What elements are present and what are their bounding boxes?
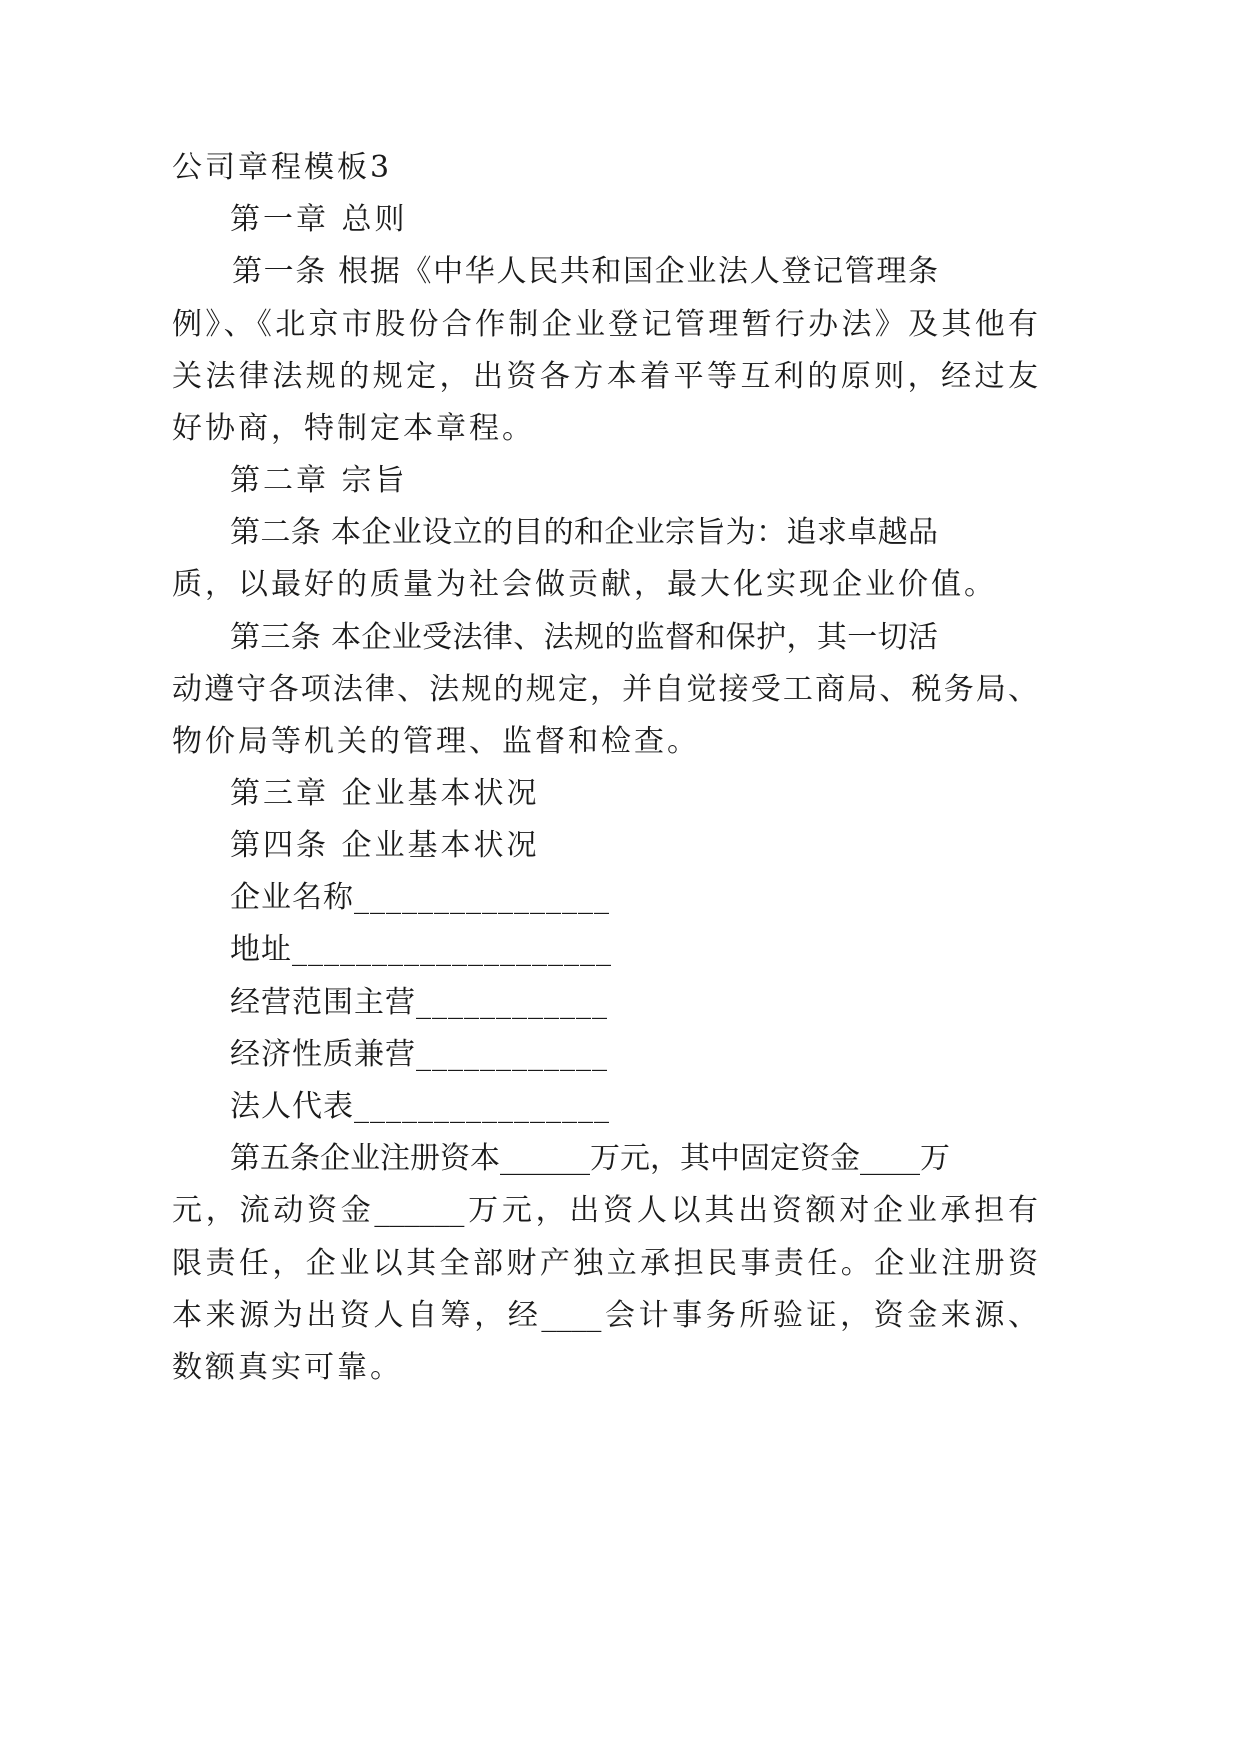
field-company-name: 企业名称________________ <box>230 880 610 915</box>
article-5-line-4: 本来源为出资人自筹，经____会计事务所验证，资金来源、 <box>172 1298 1038 1333</box>
article-3-line-2: 动遵守各项法律、法规的规定，并自觉接受工商局、税务局、 <box>172 672 1038 707</box>
field-legal-representative: 法人代表________________ <box>230 1089 610 1124</box>
article-5-line-3: 限责任，企业以其全部财产独立承担民事责任。企业注册资 <box>172 1246 1038 1281</box>
article-3-line-3: 物价局等机关的管理、监督和检查。 <box>172 724 700 759</box>
field-economic-nature: 经济性质兼营____________ <box>230 1037 608 1072</box>
field-address: 地址____________________ <box>230 932 612 967</box>
article-2-line-2: 质，以最好的质量为社会做贡献，最大化实现企业价值。 <box>172 567 997 602</box>
chapter-3-heading: 第三章 企业基本状况 <box>230 776 540 811</box>
article-2-line-1: 第二条 本企业设立的目的和企业宗旨为：追求卓越品 <box>230 515 938 550</box>
article-3-line-1: 第三条 本企业受法律、法规的监督和保护，其一切活 <box>230 620 938 655</box>
article-4-heading: 第四条 企业基本状况 <box>230 828 540 863</box>
article-5-line-2: 元，流动资金______万元，出资人以其出资额对企业承担有 <box>172 1193 1038 1228</box>
article-5-line-1: 第五条企业注册资本______万元，其中固定资金____万 <box>230 1141 950 1176</box>
article-1-line-1: 第一条 根据《中华人民共和国企业法人登记管理条 <box>232 254 938 289</box>
article-1-line-3: 关法律法规的规定，出资各方本着平等互利的原则，经过友 <box>172 359 1038 394</box>
document-title: 公司章程模板3 <box>172 150 393 185</box>
chapter-2-heading: 第二章 宗旨 <box>230 463 408 498</box>
chapter-1-heading: 第一章 总则 <box>230 202 408 237</box>
field-business-scope: 经营范围主营____________ <box>230 985 608 1020</box>
article-1-line-4: 好协商，特制定本章程。 <box>172 411 535 446</box>
article-1-line-2: 例》、《北京市股份合作制企业登记管理暂行办法》及其他有 <box>172 307 1038 342</box>
article-5-line-5: 数额真实可靠。 <box>172 1350 403 1385</box>
